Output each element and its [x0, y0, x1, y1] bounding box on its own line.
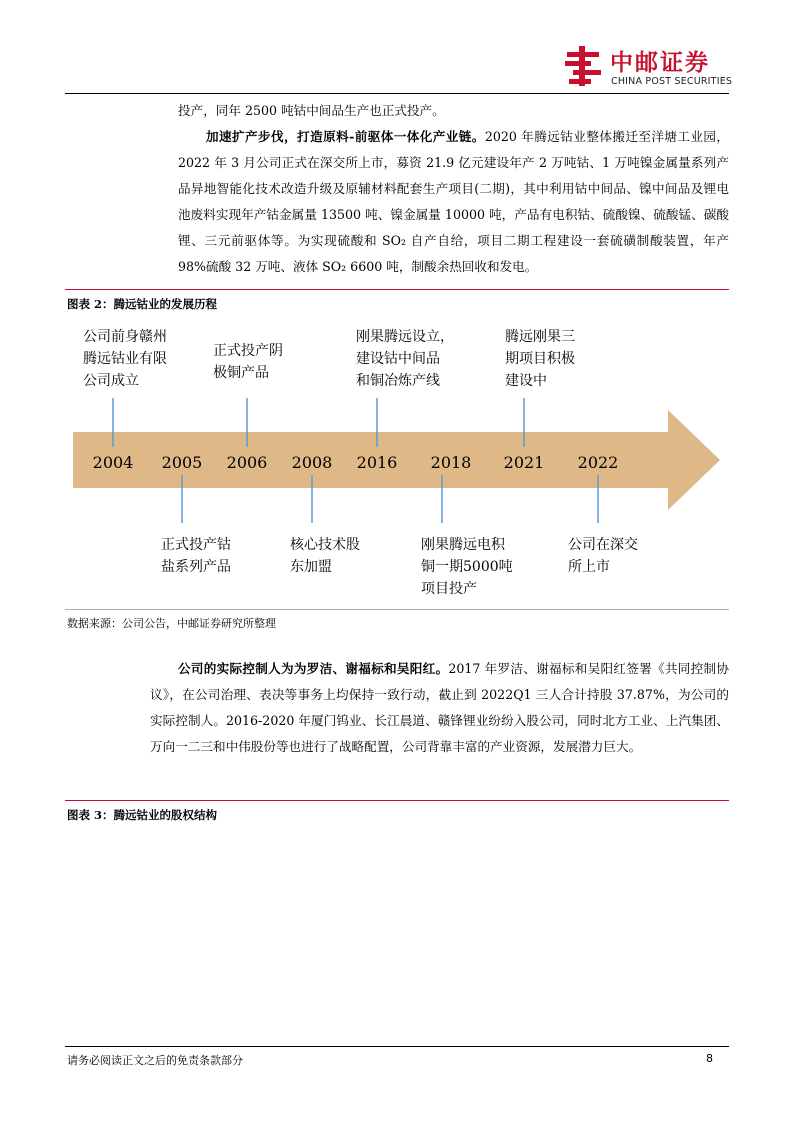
paragraph-text: 2017 年罗洁、谢福标和吴阳红签署《共同控制协议》，在公司治理、表决等事务上均保持一致行动，截止到 2022Q1 三人合计持股 37.87%，为公司的实际控制人。2016-2020 年厦门钨业、长江晨道、赣锋锂业纷纷入股公司，同时北方工业、上汽集团、万向一二三和中伟股份等也进行了战略配置，公司背靠丰富的产业资源，发展潜力巨大。: [150, 661, 729, 754]
event-2005: [161, 536, 231, 575]
event-line: 核心技术股: [290, 537, 360, 553]
event-2006: [213, 342, 283, 381]
paragraph-text: 投产，同年 2500 吨钴中间品生产也正式投产。: [178, 103, 445, 118]
brand-name-en: CHINA POST SECURITIES: [611, 76, 733, 87]
event-line: 公司成立: [83, 373, 139, 389]
event-line: 极铜产品: [213, 365, 269, 381]
event-line: 建设钴中间品: [356, 351, 440, 367]
event-2021: [505, 328, 575, 389]
year-2006: 2006: [226, 453, 268, 472]
figure3-caption: 图表 3：腾远钴业的股权结构: [67, 808, 218, 822]
event-line: 公司前身赣州: [83, 329, 167, 345]
year-2008: 2008: [291, 453, 333, 472]
event-line: 正式投产钴: [161, 537, 231, 553]
timeline-chart: [0, 310, 793, 610]
china-post-logo-icon: [565, 46, 601, 86]
event-line: 期项目积极: [505, 351, 575, 367]
event-line: 刚果腾远电积: [421, 537, 505, 553]
event-2016: [356, 328, 454, 389]
event-2018: [421, 536, 513, 597]
brand-name-cn: 中邮证券: [610, 50, 710, 76]
footer-disclaimer: 请务必阅读正文之后的免责条款部分: [67, 1054, 243, 1067]
paragraph-lead: 公司的实际控制人为为罗洁、谢福标和吴阳红。: [178, 661, 449, 676]
year-2021: 2021: [503, 453, 545, 472]
event-line: 东加盟: [290, 559, 332, 575]
event-line: 腾远刚果三: [505, 329, 575, 345]
figure2-source: 数据来源：公司公告，中邮证券研究所整理: [67, 617, 276, 630]
year-2018: 2018: [430, 453, 472, 472]
figure2-top-rule: [65, 289, 729, 290]
figure2-caption: 图表 2：腾远钴业的发展历程: [67, 297, 218, 311]
event-line: 盐系列产品: [161, 559, 231, 575]
event-line: 建设中: [505, 373, 547, 389]
footer-rule: [65, 1046, 729, 1047]
event-line: 项目投产: [421, 581, 477, 597]
event-line: 铜一期5000吨: [421, 559, 513, 575]
year-2022: 2022: [577, 453, 619, 472]
event-2008: [290, 536, 360, 575]
year-2016: 2016: [356, 453, 398, 472]
event-2022: [568, 537, 638, 575]
paragraph-expansion: [150, 124, 729, 280]
event-line: 公司在深交: [568, 537, 638, 553]
event-line: 所上市: [568, 559, 610, 575]
event-line: 刚果腾远设立，: [356, 329, 454, 345]
header-rule: [65, 93, 729, 94]
paragraph-continuation: [178, 98, 729, 124]
paragraph-controllers: [150, 656, 729, 760]
event-line: 和铜冶炼产线: [356, 373, 440, 389]
paragraph-text: 2020 年腾远钴业整体搬迁至洋塘工业园，2022 年 3 月公司正式在深交所上市，募资 21.9 亿元建设年产 2 万吨钴、1 万吨镍金属量系列产品异地智能化技术改造升级及原辅材料配套生产项目(二期)，其中利用钴中间品、镍中间品及锂电池废料实现年产钴金属量 13500 吨、镍金属量 10000 吨，产品有电积钴、硫酸镍、硫酸锰、碳酸锂、三元前驱体等。为实现硫酸和 SO₂ 自产自给，项目二期工程建设一套硫磺制酸装置，年产 98%硫酸 32 万吨、液体 SO₂ 6600 吨，制酸余热回收和发电。: [178, 129, 729, 274]
paragraph-lead: 加速扩产步伐，打造原料-前驱体一体化产业链。: [206, 129, 485, 144]
figure3-top-rule: [65, 800, 729, 801]
figure2-bottom-rule: [65, 609, 729, 610]
year-2005: 2005: [161, 453, 203, 472]
year-2004: 2004: [92, 453, 134, 472]
event-line: 正式投产阴: [213, 343, 283, 359]
page-number: 8: [706, 1052, 713, 1065]
event-line: 腾远钴业有限: [83, 351, 167, 367]
event-2004: [83, 328, 167, 389]
